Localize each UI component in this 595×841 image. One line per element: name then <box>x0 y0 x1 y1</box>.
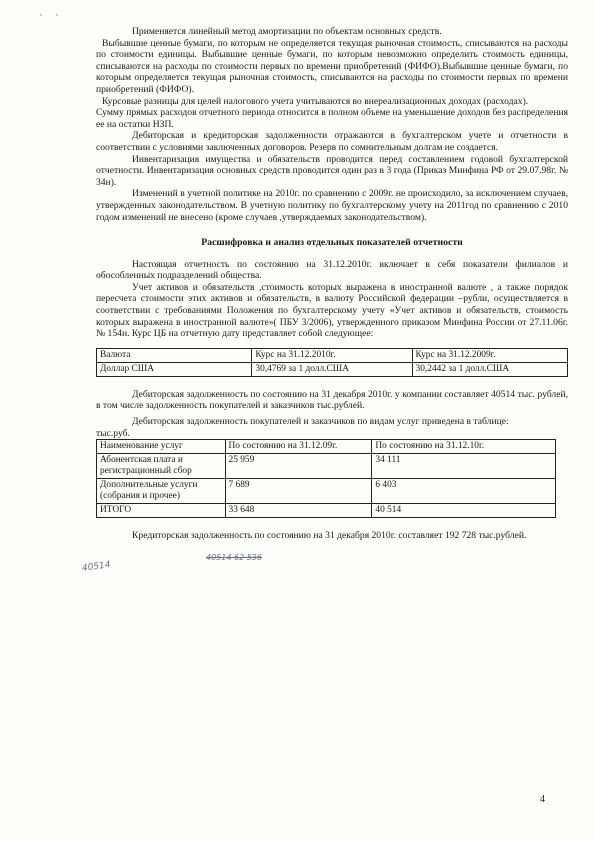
services-receivables-table <box>96 439 556 518</box>
table-cell: 33 648 <box>225 504 372 518</box>
table-cell: 6 403 <box>372 479 556 504</box>
table-cell: 7 689 <box>225 479 372 504</box>
body-text <box>96 26 568 542</box>
paragraph-foreign-currency: Учет активов и обязательств ,стоимость которых выражена в иностранной валюте , а также порядок пересчета стоимости этих активов и обязательств, в валюту Российской федерации –рубли, осуществляется в соответствии с требованиями Положения по бухгалтерскому учету «Учет активов и обязательств, стоимость которых выражена в иностранной валюте»( ПБУ 3/2006), утвержденного приказом Минфина России от 27.11.06г. № 154н. Курс ЦБ на отчетную дату представляет собой следующее: <box>96 281 568 340</box>
currency-rate-table <box>96 348 568 377</box>
paragraph-receivables: Дебиторская и кредиторская задолженности отражаются в бухгалтерском учете и отчетности в соответствии с условиями заключенных договоров. Резерв по сомнительным долгам не создается. <box>96 130 568 153</box>
paragraph-reporting-scope: Настоящая отчетность по состоянию на 31.12.2010г. включает в себя показатели филиалов и обособленных подразделений общества. <box>96 258 568 282</box>
page-number: 4 <box>540 794 545 805</box>
paragraph-receivables-total: Дебиторская задолженность по состоянию на 31 декабря 2010г. у компании составляет 40514 тыс. рублей, в том числе задолженность покупателей и заказчиков тыс.рублей. <box>96 388 568 412</box>
table-cell: Курс на 31.12.2010г. <box>252 348 412 362</box>
paragraph-inventory: Инвентаризация имущества и обязательств проводится перед составлением годовой бухгалтерской отчетности. Инвентаризация основных средств проводится один раз в 3 года (Приказ Минфина РФ от 29.07.98г. № 34н). <box>96 153 568 188</box>
corner-marks: , , <box>40 8 64 17</box>
table-header-row <box>97 348 568 362</box>
section-heading: Расшифровка и анализ отдельных показателей отчетности <box>201 237 463 249</box>
table-cell: Доллар США <box>97 362 252 376</box>
table-cell: ИТОГО <box>97 504 226 518</box>
table-row <box>97 362 568 376</box>
table-cell: По состоянию на 31.12.09г. <box>225 440 372 454</box>
table-cell: 34 111 <box>372 454 556 479</box>
handwritten-note-strikethrough: 40514 62 536 <box>206 553 262 562</box>
paragraph-policy-changes: Изменений в учетной политике на 2010г. по сравнению с 2009г. не происходило, за исключением случаев, утвержденных законодательством. В учетную политику по бухгалтерскому учету на 2011год по сравнению с 2010 годом изменений не внесено (кроме случаев ,утверждаемых законодательством). <box>96 188 568 223</box>
paragraph-payables: Кредиторская задолженность по состоянию на 31 декабря 2010г. составляет 192 728 тыс.рублей. <box>132 530 527 542</box>
paragraph-direct-expenses: Сумму прямых расходов отчетного периода относится в полном объеме на уменьшение доходов без распределения ее на остатки НЗП. <box>96 107 568 130</box>
table-header-row <box>97 440 556 454</box>
table-cell: Дополнительные услуги (собрания и прочее) <box>97 479 226 504</box>
handwritten-note-left: 40514 <box>81 560 112 574</box>
table-cell: По состоянию на 31.12.10г. <box>372 440 556 454</box>
unit-label: тыс.руб. <box>96 427 130 439</box>
table-cell: Курс на 31.12.2009г. <box>412 348 567 362</box>
table-cell: Валюта <box>97 348 252 362</box>
paragraph-exchange-differences: Курсовые разницы для целей налогового учета учитываются во внереализационных доходах (расходах). <box>102 95 529 107</box>
table-cell: 40 514 <box>372 504 556 518</box>
table-total-row <box>97 504 556 518</box>
table-row <box>97 479 556 504</box>
table-cell: 30,4769 за 1 долл.США <box>252 362 412 376</box>
paragraph-depreciation: Применяется линейный метод амортизации по объектам основных средств. <box>132 26 442 37</box>
table-cell: Наименование услуг <box>97 440 226 454</box>
table-row <box>97 454 556 479</box>
paragraph-receivables-by-service: Дебиторская задолженность покупателей и заказчиков по видам услуг приведена в таблице: <box>132 416 509 428</box>
table-cell: Абонентская плата и регистрационный сбор <box>97 454 226 479</box>
paragraph-securities: Выбывшие ценные бумаги, по которым не определяется текущая рыночная стоимость, списываются на расходы по стоимости единицы. Выбывшие ценные бумаги, по которым невозможно определить стоимость единицы, списываются на расходы по стоимости первых по времени приобретений (ФИФО).Выбывшие ценные бумаги, по которым определяется текущая рыночная стоимость, списываются на расходы по стоимости первых по времени приобретений (ФИФО). <box>96 37 568 95</box>
table-cell: 25 959 <box>225 454 372 479</box>
table-cell: 30,2442 за 1 долл.США <box>412 362 567 376</box>
